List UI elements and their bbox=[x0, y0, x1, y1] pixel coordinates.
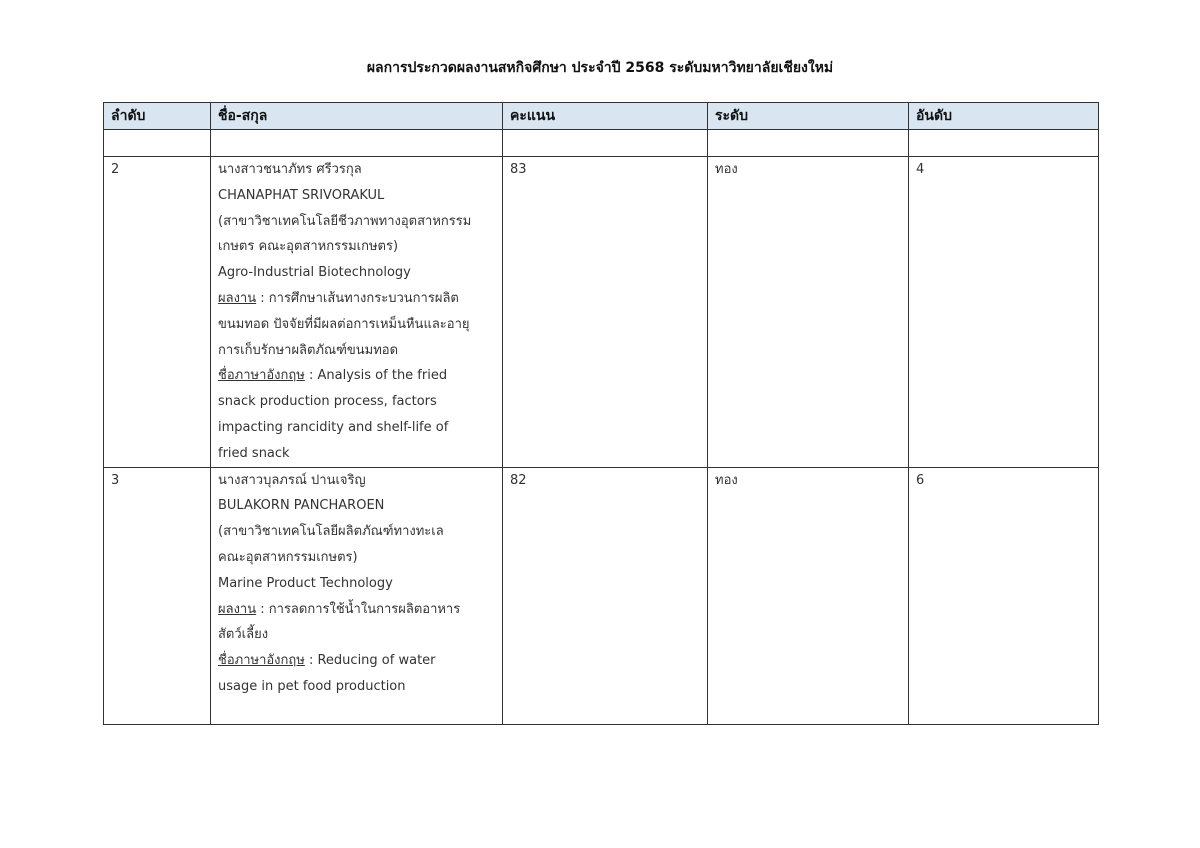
empty-cell bbox=[211, 130, 503, 157]
work-title-text: : การลดการใช้น้ำในการผลิตอาหาร bbox=[256, 601, 461, 617]
header-name: ชื่อ-สกุล bbox=[211, 103, 503, 130]
score-cell: 83 bbox=[503, 157, 708, 468]
work-label: ผลงาน bbox=[218, 290, 257, 306]
empty-cell bbox=[104, 130, 211, 157]
english-title-line bbox=[218, 648, 502, 674]
name-thai: นางสาวชนาภัทร ศรีวรกุล bbox=[218, 162, 362, 177]
work-label: ผลงาน bbox=[218, 601, 257, 617]
header-score: คะแนน bbox=[503, 103, 708, 130]
empty-cell bbox=[708, 130, 909, 157]
name-thai: นางสาวบุลภรณ์ ปานเจริญ bbox=[218, 472, 366, 488]
english-title-line: fried snack bbox=[218, 445, 290, 461]
english-title-text: : Analysis of the fried bbox=[304, 368, 448, 384]
department-line: เกษตร คณะอุตสาหกรรมเกษตร) bbox=[218, 239, 399, 255]
table-row bbox=[104, 467, 1099, 724]
level-cell: ทอง bbox=[708, 467, 909, 724]
department-english: Marine Product Technology bbox=[218, 575, 393, 591]
participant-details bbox=[211, 467, 503, 724]
empty-cell bbox=[503, 130, 708, 157]
department-line: (สาขาวิชาเทคโนโลยีผลิตภัณฑ์ทางทะเล bbox=[218, 524, 444, 540]
row-number: 3 bbox=[104, 467, 211, 724]
english-title-line: snack production process, factors bbox=[218, 394, 437, 410]
header-level: ระดับ bbox=[708, 103, 909, 130]
place-cell: 6 bbox=[909, 467, 1099, 724]
work-title-line bbox=[218, 286, 502, 312]
department-line: คณะอุตสาหกรรมเกษตร) bbox=[218, 549, 358, 565]
english-title-line bbox=[218, 363, 502, 389]
work-title-line: การเก็บรักษาผลิตภัณฑ์ขนมทอด bbox=[218, 342, 399, 358]
english-title-line: impacting rancidity and shelf-life of bbox=[218, 419, 449, 435]
header-place: อันดับ bbox=[909, 103, 1099, 130]
department-english: Agro-Industrial Biotechnology bbox=[218, 265, 411, 281]
english-title-label: ชื่อภาษาอังกฤษ bbox=[218, 368, 305, 384]
document-title: ผลการประกวดผลงานสหกิจศึกษา ประจำปี 2568 ระดับมหาวิทยาลัยเชียงใหม่ bbox=[366, 60, 834, 76]
participant-details bbox=[211, 157, 503, 468]
english-title-line: usage in pet food production bbox=[218, 678, 406, 694]
name-english: CHANAPHAT SRIVORAKUL bbox=[218, 187, 385, 203]
empty-cell bbox=[909, 130, 1099, 157]
work-title-line: สัตว์เลี้ยง bbox=[218, 627, 269, 643]
work-title-line: ขนมทอด ปัจจัยที่มีผลต่อการเหม็นหืนและอายุ bbox=[218, 316, 470, 332]
english-title-text: : Reducing of water bbox=[304, 653, 436, 669]
department-line: (สาขาวิชาเทคโนโลยีชีวภาพทางอุตสาหกรรม bbox=[218, 213, 472, 229]
english-title-label: ชื่อภาษาอังกฤษ bbox=[218, 653, 305, 669]
table-header-row bbox=[104, 103, 1099, 130]
row-number: 2 bbox=[104, 157, 211, 468]
level-cell: ทอง bbox=[708, 157, 909, 468]
empty-row bbox=[104, 130, 1099, 157]
score-cell: 82 bbox=[503, 467, 708, 724]
table-row bbox=[104, 157, 1099, 468]
work-title-line bbox=[218, 597, 502, 623]
place-cell: 4 bbox=[909, 157, 1099, 468]
header-rank-no: ลำดับ bbox=[104, 103, 211, 130]
name-english: BULAKORN PANCHAROEN bbox=[218, 498, 385, 514]
work-title-text: : การศึกษาเส้นทางกระบวนการผลิต bbox=[256, 290, 459, 306]
results-table bbox=[103, 102, 1099, 725]
